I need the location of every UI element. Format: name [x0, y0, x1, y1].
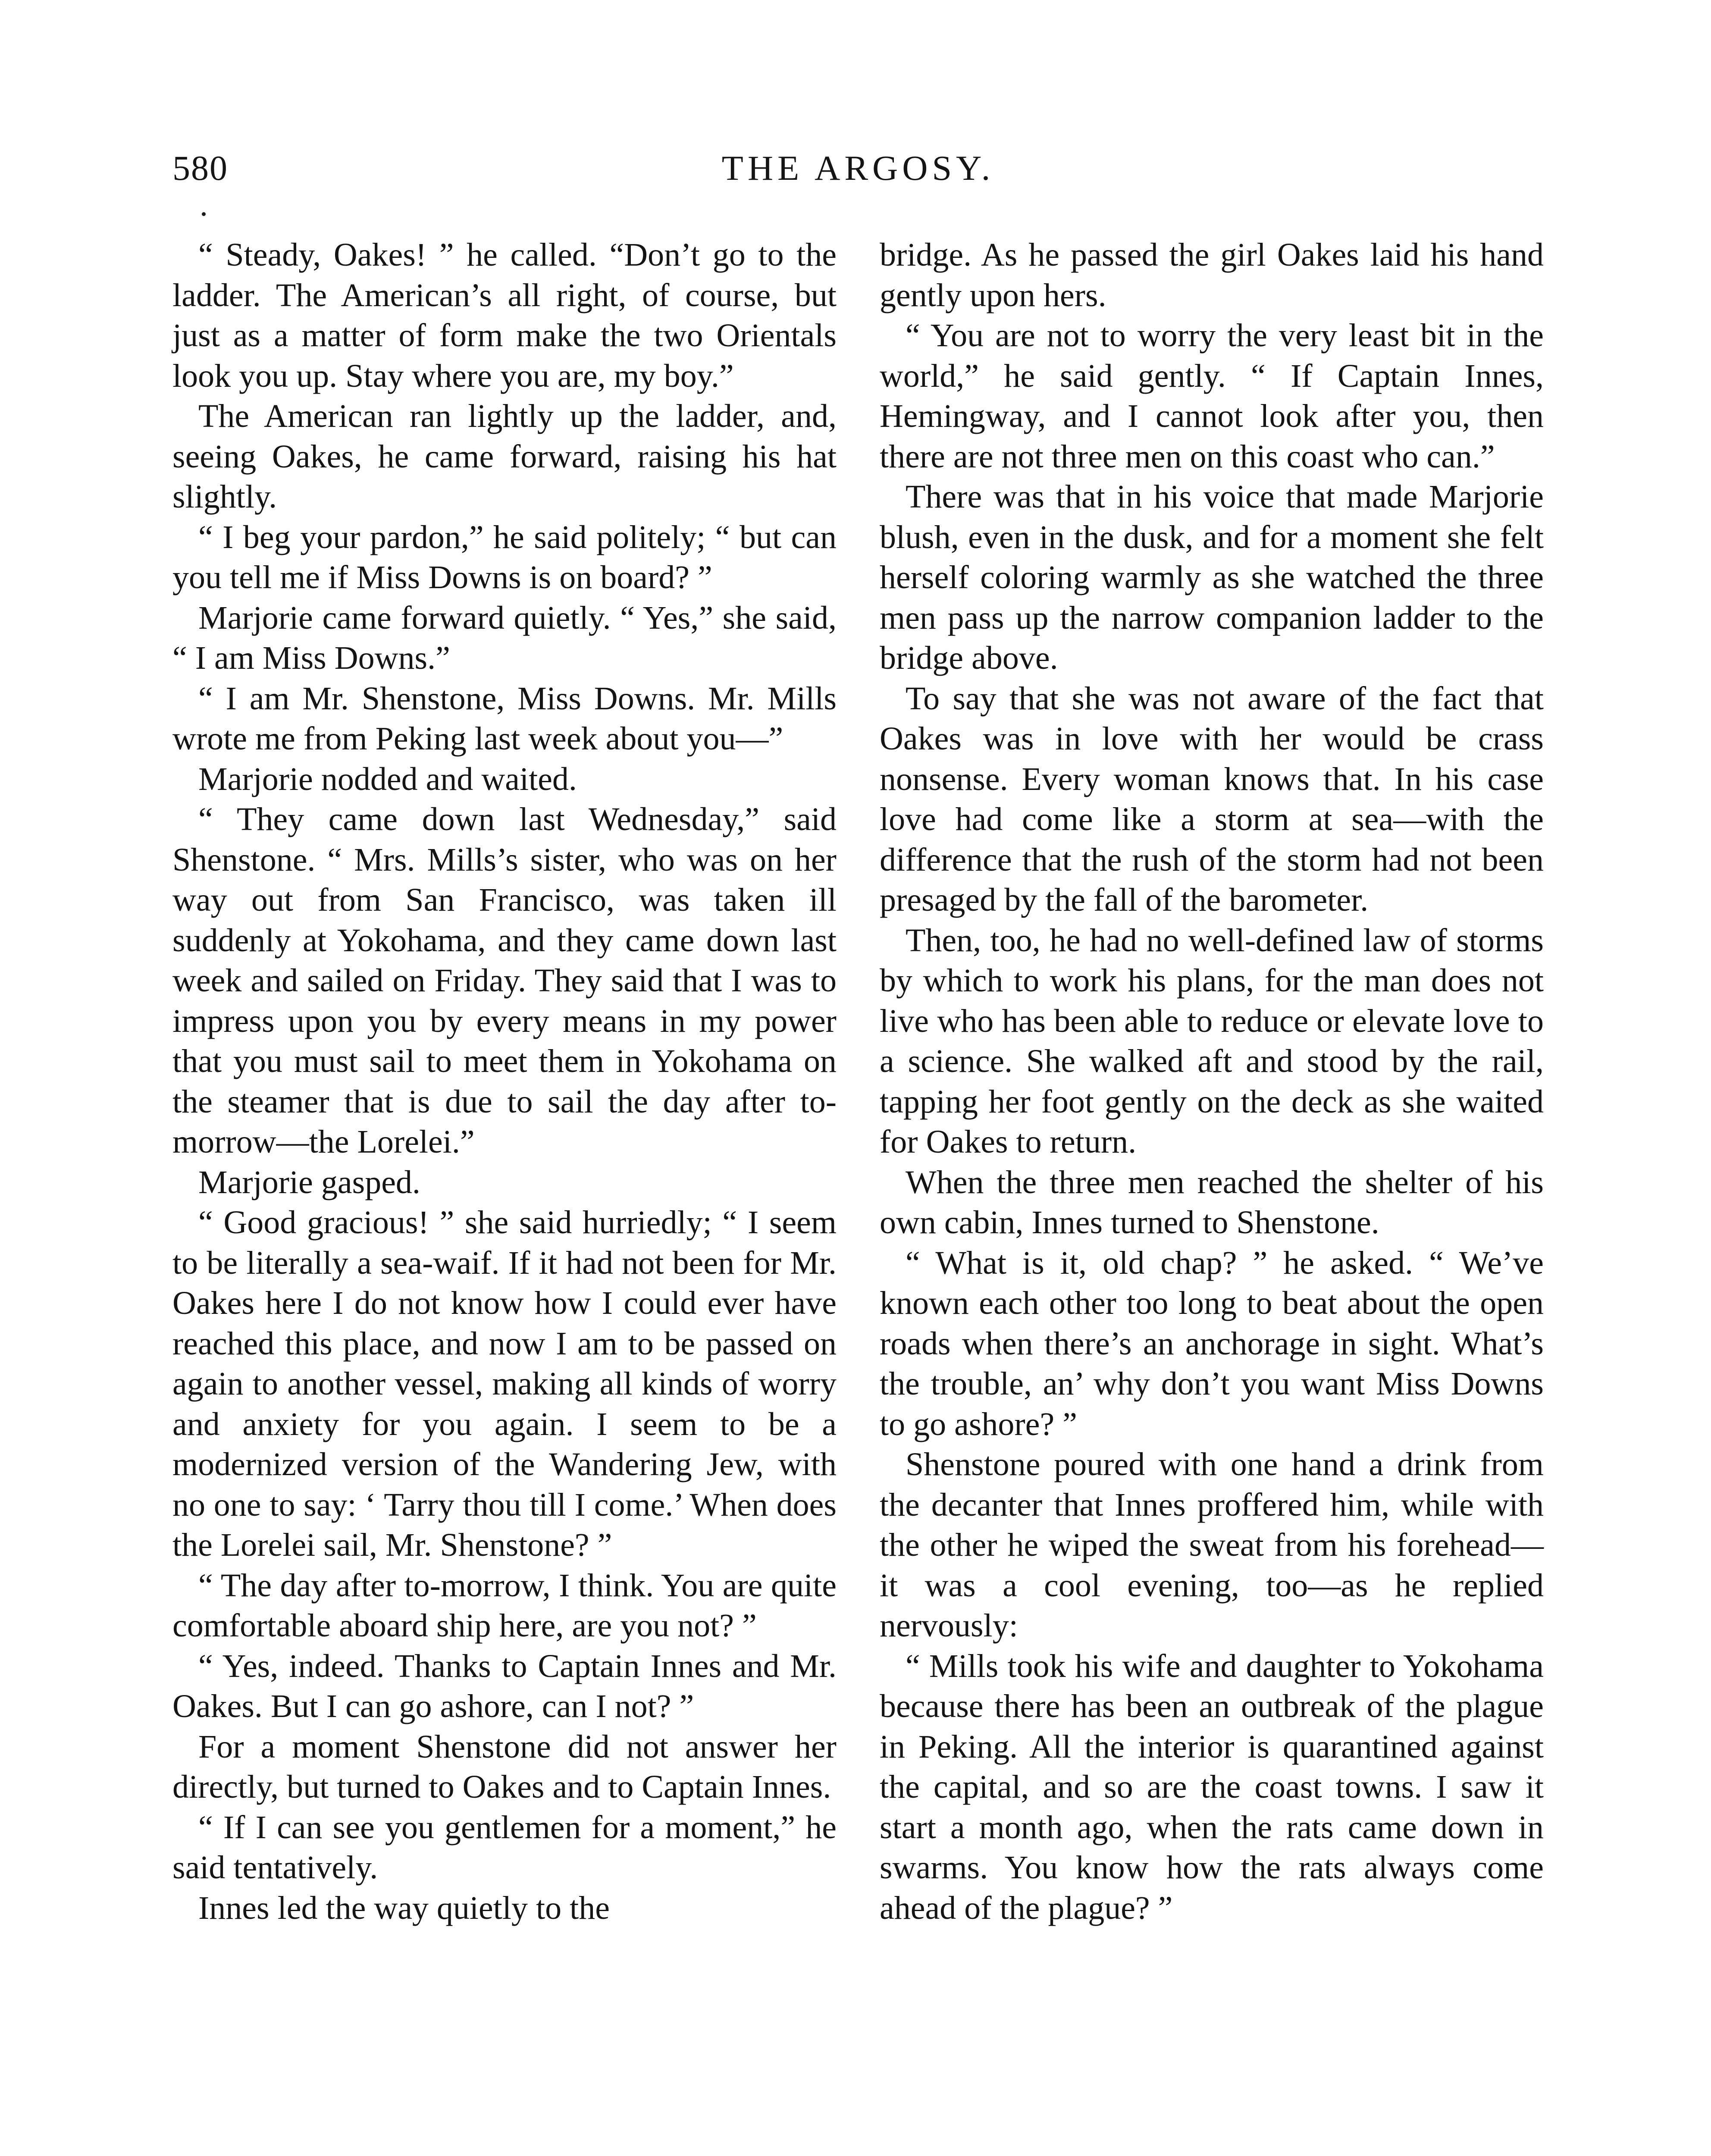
- paragraph: Marjorie came forward quietly. “ Yes,” she said, “ I am Miss Downs.”: [172, 599, 837, 676]
- paragraph: “ Steady, Oakes! ” he called. “Don’t go to the ladder. The American’s all right, of course, but just as a matter of form make the two Orientals look you up. Stay where you are, my boy.”: [172, 237, 837, 394]
- paragraph: “ Good gracious! ” she said hurriedly; “ I seem to be literally a sea-waif. If it had not been for Mr. Oakes here I do not know how I could ever have reached this place, and now I am to be passed on again to another vessel, making all kinds of worry and anxiety for you again. I seem to be a modernized version of the Wandering Jew, with no one to say: ‘ Tarry thou till I come.’ When does the Lorelei sail, Mr. Shenstone? ”: [172, 1204, 837, 1563]
- page-number: 580: [172, 148, 228, 188]
- paragraph: Then, too, he had no well-defined law of storms by which to work his plans, for the man does not live who has been able to reduce or elevate love to a science. She walked aft and stood by the rail, tapping her foot gently on the deck as she waited for Oakes to return.: [880, 922, 1544, 1160]
- paragraph-continuation: bridge. As he passed the girl Oakes laid his hand gently upon hers.: [880, 237, 1544, 313]
- paragraph: “ They came down last Wednesday,” said Shenstone. “ Mrs. Mills’s sister, who was on her way out from San Francisco, was taken ill suddenly at Yokohama, and they came down last week and sailed on Friday. They said that I was to impress upon you by every means in my power that you must sail to meet them in Yokohama on the steamer that is due to sail the day after to-morrow—the Lorelei.”: [172, 801, 837, 1160]
- paragraph: For a moment Shenstone did not answer her directly, but turned to Oakes and to Captain Innes.: [172, 1728, 837, 1805]
- paragraph: “ You are not to worry the very least bit in the world,” he said gently. “ If Captain Innes, Hemingway, and I cannot look after you, then there are not three men on this coast who can.”: [880, 317, 1544, 475]
- paragraph: “ I beg your pardon,” he said politely; “ but can you tell me if Miss Downs is on board? ”: [172, 519, 837, 595]
- paragraph: “ What is it, old chap? ” he asked. “ We’ve known each other too long to beat about the open roads when there’s an anchorage in sight. What’s the trouble, an’ why don’t you want Miss Downs to go ashore? ”: [880, 1244, 1544, 1442]
- paragraph: Marjorie nodded and waited.: [198, 761, 577, 797]
- paragraph: “ Mills took his wife and daughter to Yokohama because there has been an outbreak of the plague in Peking. All the interior is quarantined against the capital, and so are the coast towns. I saw it start a month ago, when the rats came down in swarms. You know how the rats always come ahead of the plague? ”: [880, 1648, 1544, 1926]
- paragraph: “ If I can see you gentlemen for a moment,” he said tentatively.: [172, 1809, 837, 1886]
- paragraph: “ The day after to-morrow, I think. You are quite comfortable aboard ship here, are you not? ”: [172, 1567, 837, 1644]
- paragraph: Marjorie gasped.: [198, 1164, 420, 1200]
- paragraph: “ Yes, indeed. Thanks to Captain Innes and Mr. Oakes. But I can go ashore, can I not? ”: [172, 1648, 837, 1724]
- paragraph: There was that in his voice that made Marjorie blush, even in the dusk, and for a moment she felt herself coloring warmly as she watched the three men pass up the narrow companion ladder to the bridge above.: [880, 479, 1544, 676]
- paragraph: To say that she was not aware of the fact that Oakes was in love with her would be crass nonsense. Every woman knows that. In his case love had come like a storm at sea—with the difference that the rush of the storm had not been presaged by the fall of the barometer.: [880, 680, 1544, 918]
- running-header: [172, 142, 1544, 194]
- text-column-right: [880, 235, 1544, 1928]
- paragraph: The American ran lightly up the ladder, and, seeing Oakes, he came forward, raising his hat slightly.: [172, 398, 837, 515]
- ink-speck: [202, 212, 206, 216]
- paragraph: “ I am Mr. Shenstone, Miss Downs. Mr. Mills wrote me from Peking last week about you—”: [172, 680, 837, 757]
- paragraph: When the three men reached the shelter of his own cabin, Innes turned to Shenstone.: [880, 1164, 1544, 1241]
- paragraph: Shenstone poured with one hand a drink from the decanter that Innes proffered him, while with the other he wiped the sweat from his forehead—it was a cool evening, too—as he replied nervously:: [880, 1446, 1544, 1644]
- text-column-left: [172, 235, 837, 1928]
- paragraph: Innes led the way quietly to the: [198, 1890, 610, 1926]
- running-title: THE ARGOSY.: [721, 148, 995, 188]
